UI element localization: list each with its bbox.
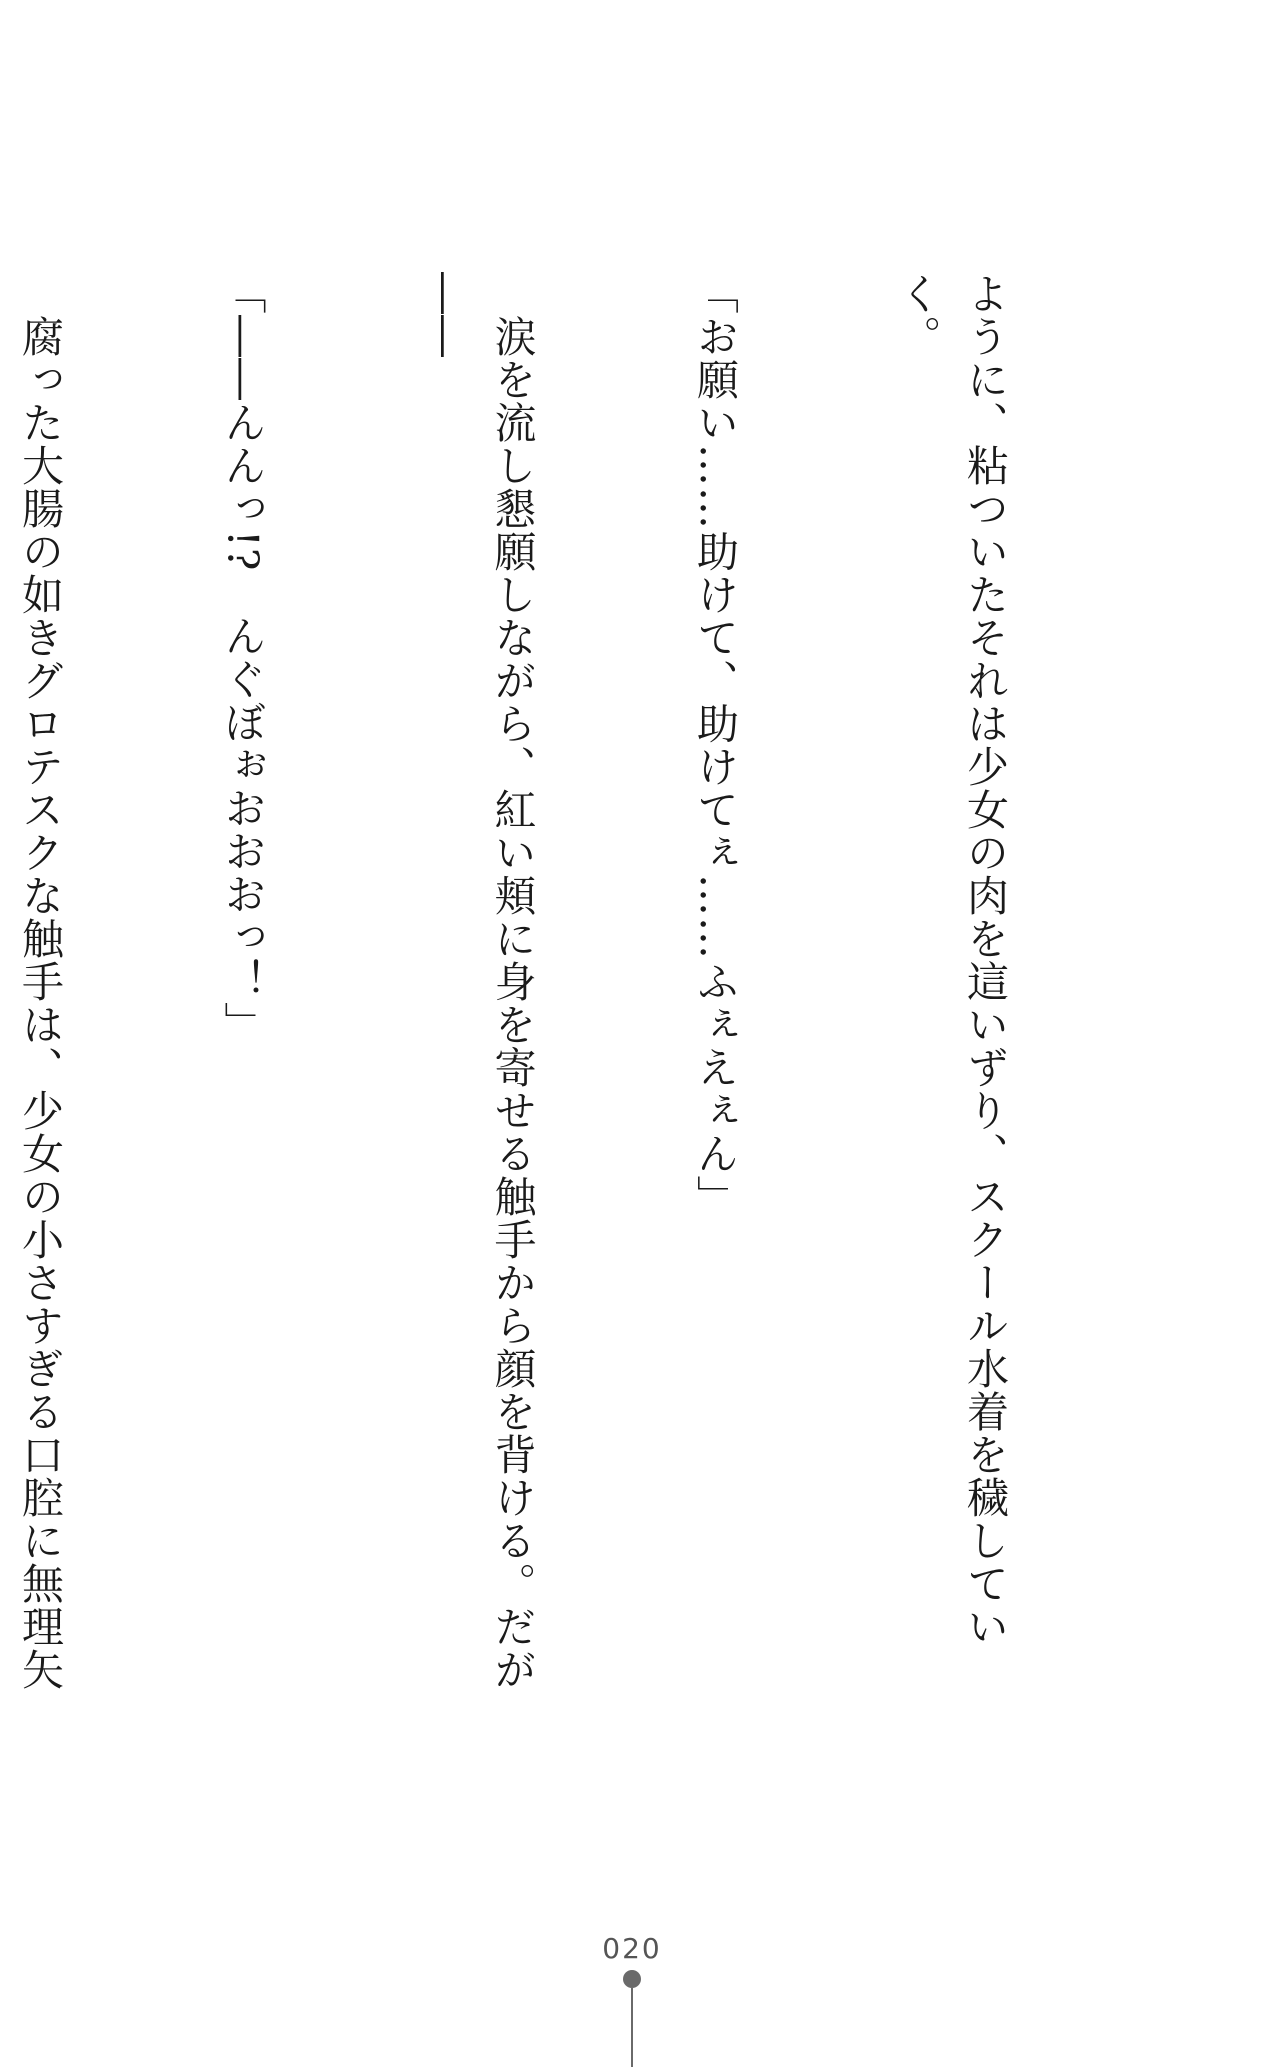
folio-rule — [631, 1988, 633, 2067]
text-line: 「お願い……助けて、助けてぇ……ふぇえぇん」 — [691, 272, 740, 1218]
folio-dot-icon — [623, 1970, 641, 1988]
text-line: 腐った大腸の如きグロテスクな触手は、少女の小さすぎる口腔に無理矢 — [16, 315, 65, 1691]
body-text — [0, 272, 1154, 1692]
page-number: 020 — [602, 1932, 662, 1965]
text-line: ように、粘ついたそれは少女の肉を這いずり、スクール水着を穢していく。 — [893, 272, 1010, 1648]
text-line: 涙を流し懇願しながら、紅い頬に身を寄せる触手から顔を背ける。だが―― — [421, 272, 538, 1691]
text-line: 「――んんっ!? んぐぼぉおおおっ！」 — [218, 272, 268, 1045]
